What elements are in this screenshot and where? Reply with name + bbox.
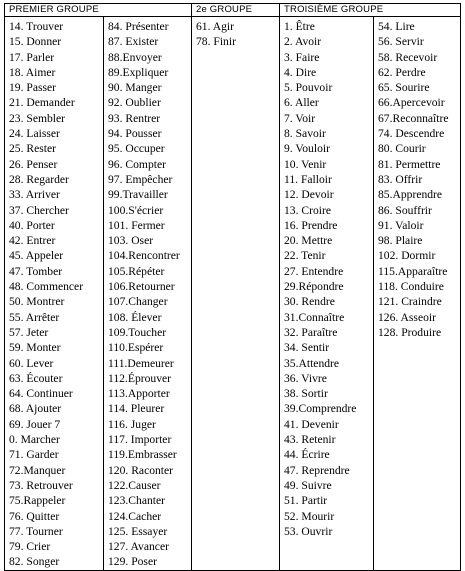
verb-entry: 49. Suivre	[284, 478, 332, 492]
verb-entry: 75.Rappeler	[9, 494, 66, 508]
verb-entry: 17. Parler	[9, 50, 55, 64]
verb-entry: 119.Embrasser	[108, 448, 177, 462]
verb-entry: 78. Finir	[196, 35, 236, 49]
verb-entry: 60. Lever	[9, 356, 54, 370]
verb-entry: 73. Retrouver	[9, 478, 73, 492]
verb-entry: 64. Continuer	[9, 387, 73, 401]
verb-entry: 8. Savoir	[284, 127, 326, 141]
verb-entry: 35.Attendre	[284, 356, 340, 370]
verb-entry: 59. Monter	[9, 341, 61, 355]
verb-entry: 47. Tomber	[9, 264, 63, 278]
verb-entry: 99.Travailler	[108, 188, 168, 202]
verb-entry: 79. Crier	[9, 540, 51, 554]
verb-entry: 33. Arriver	[9, 188, 60, 202]
deuxieme-groupe-header: 2e GROUPE	[192, 4, 280, 17]
verb-entry: 108. Élever	[108, 310, 162, 324]
verb-entry: 120. Raconter	[108, 463, 174, 477]
verb-entry: 102. Dormir	[378, 249, 436, 263]
verb-entry: 24. Laisser	[9, 127, 60, 141]
verb-entry: 22. Tenir	[284, 249, 326, 263]
verb-entry: 63. Écouter	[9, 371, 63, 385]
verb-entry: 105.Répéter	[108, 264, 165, 278]
verb-entry: 5. Pouvoir	[284, 81, 333, 95]
verb-entry: 127. Avancer	[108, 540, 169, 554]
verb-entry: 112.Éprouver	[108, 371, 171, 385]
verb-entry: 62. Perdre	[378, 65, 426, 79]
verb-entry: 94. Pousser	[108, 127, 162, 141]
verb-entry: 29.Répondre	[284, 280, 344, 294]
premier-groupe-header: PREMIER GROUPE	[5, 4, 192, 17]
troisieme-groupe-header: TROISIÈME GROUPE	[280, 4, 461, 17]
verb-entry: 27. Entendre	[284, 264, 344, 278]
verb-entry: 61. Agir	[196, 20, 235, 33]
verb-entry: 81. Permettre	[378, 157, 441, 171]
verb-entry: 93. Rentrer	[108, 111, 161, 125]
verb-entry: 25. Rester	[9, 142, 57, 156]
verb-entry: 26. Penser	[9, 157, 58, 171]
verb-entry: 117. Importer	[108, 433, 172, 447]
verb-entry: 12. Devoir	[284, 188, 334, 202]
verb-entry: 58. Recevoir	[378, 50, 438, 64]
deuxieme-groupe-column	[192, 17, 280, 571]
verb-entry: 47. Reprendre	[284, 463, 350, 477]
verb-entry: 116. Juger	[108, 417, 156, 431]
verb-entry: 77. Tourner	[9, 524, 63, 538]
verb-entry: 129. Poser	[108, 555, 157, 569]
verb-entry: 92. Oublier	[108, 96, 161, 110]
verb-entry: 109.Toucher	[108, 325, 167, 339]
troisieme-groupe-column-1	[280, 17, 374, 571]
verb-entry: 97. Empêcher	[108, 172, 173, 186]
verb-entry: 43. Retenir	[284, 433, 336, 447]
verb-groups-table	[4, 3, 461, 571]
verb-entry: 28. Regarder	[9, 172, 69, 186]
verb-entry: 124.Cacher	[108, 509, 162, 523]
verb-entry: 34. Sentir	[284, 341, 330, 355]
verb-entry: 66.Apercevoir	[378, 96, 445, 110]
premier-groupe-column-1	[5, 17, 104, 571]
verb-entry: 123.Chanter	[108, 494, 165, 508]
premier-groupe-column-2	[104, 17, 192, 571]
verb-entry: 86. Souffrir	[378, 203, 432, 217]
verb-entry: 115.Apparaître	[378, 264, 448, 278]
verb-entry: 111.Demeurer	[108, 356, 174, 370]
verb-entry: 96. Compter	[108, 157, 166, 171]
verb-entry: 9. Vouloir	[284, 142, 330, 156]
verb-entry: 51. Partir	[284, 494, 328, 508]
verb-entry: 38. Sortir	[284, 387, 328, 401]
verb-entry: 69. Jouer 7	[9, 417, 61, 431]
verb-entry: 39.Comprendre	[284, 402, 357, 416]
verb-entry: 103. Oser	[108, 234, 154, 248]
verb-entry: 110.Espérer	[108, 341, 164, 355]
verb-entry: 36. Vivre	[284, 371, 327, 385]
verb-entry: 11. Falloir	[284, 172, 332, 186]
body-row	[5, 17, 461, 571]
verb-entry: 13. Croire	[284, 203, 332, 217]
verb-entry: 55. Arrêter	[9, 310, 60, 324]
verb-entry: 14. Trouver	[9, 20, 64, 33]
verb-entry: 45. Appeler	[9, 249, 64, 263]
verb-entry: 20. Mettre	[284, 234, 333, 248]
verb-entry: 72.Manquer	[9, 463, 66, 477]
verb-entry: 121. Craindre	[378, 295, 442, 309]
verb-entry: 126. Asseoir	[378, 310, 436, 324]
verb-entry: 15. Donner	[9, 35, 62, 49]
verb-entry: 88.Envoyer	[108, 50, 162, 64]
verb-entry: 21. Demander	[9, 96, 75, 110]
verb-entry: 104.Rencontrer	[108, 249, 180, 263]
verb-entry: 53. Ouvrir	[284, 524, 333, 538]
verb-entry: 80. Courir	[378, 142, 426, 156]
verb-entry: 54. Lire	[378, 20, 415, 33]
verb-entry: 16. Prendre	[284, 218, 338, 232]
verb-entry: 113.Apporter	[108, 387, 170, 401]
verb-entry: 114. Pleurer	[108, 402, 165, 416]
verb-entry: 82. Songer	[9, 555, 60, 569]
verb-entry: 50. Montrer	[9, 295, 65, 309]
verb-entry: 83. Offrir	[378, 172, 423, 186]
verb-entry: 107.Changer	[108, 295, 168, 309]
verb-entry: 65. Sourire	[378, 81, 430, 95]
verb-entry: 128. Produire	[378, 325, 442, 339]
verb-entry: 52. Mourir	[284, 509, 335, 523]
verb-entry: 32. Paraître	[284, 325, 338, 339]
verb-entry: 106.Retourner	[108, 280, 175, 294]
verb-entry: 19. Passer	[9, 81, 57, 95]
verb-entry: 42. Entrer	[9, 234, 56, 248]
verb-entry: 95. Occuper	[108, 142, 165, 156]
verb-entry: 85.Apprendre	[378, 188, 443, 202]
verb-entry: 37. Chercher	[9, 203, 69, 217]
verb-entry: 100.S'écrier	[108, 203, 164, 217]
verb-entry: 44. Écrire	[284, 448, 330, 462]
verb-entry: 31.Connaître	[284, 310, 345, 324]
verb-entry: 125. Essayer	[108, 524, 168, 538]
verb-entry: 57. Jeter	[9, 325, 49, 339]
verb-entry: 0. Marcher	[9, 433, 60, 447]
verb-entry: 68. Ajouter	[9, 402, 62, 416]
verb-entry: 23. Sembler	[9, 111, 66, 125]
verb-entry: 87. Exister	[108, 35, 159, 49]
verb-entry: 6. Aller	[284, 96, 319, 110]
verb-entry: 2. Avoir	[284, 35, 322, 49]
verb-entry: 18. Aimer	[9, 65, 56, 79]
verb-entry: 3. Faire	[284, 50, 320, 64]
verb-entry: 10. Venir	[284, 157, 327, 171]
verb-entry: 41. Devenir	[284, 417, 339, 431]
troisieme-groupe-column-2	[374, 17, 461, 571]
verb-entry: 40. Porter	[9, 218, 55, 232]
verb-entry: 56. Servir	[378, 35, 424, 49]
verb-entry: 71. Garder	[9, 448, 59, 462]
verb-entry: 4. Dire	[284, 65, 317, 79]
verb-entry: 7. Voir	[284, 111, 316, 125]
verb-entry: 122.Causer	[108, 478, 161, 492]
verb-entry: 76. Quitter	[9, 509, 60, 523]
header-row	[5, 4, 461, 17]
verb-entry: 74. Descendre	[378, 127, 445, 141]
verb-entry: 98. Plaire	[378, 234, 423, 248]
verb-entry: 118. Conduire	[378, 280, 444, 294]
verb-entry: 30. Rendre	[284, 295, 335, 309]
verb-entry: 91. Valoir	[378, 218, 424, 232]
verb-entry: 89.Expliquer	[108, 65, 169, 79]
verb-entry: 1. Être	[284, 20, 315, 33]
verb-entry: 84. Présenter	[108, 20, 169, 33]
verb-entry: 90. Manger	[108, 81, 162, 95]
verb-entry: 101. Fermer	[108, 218, 165, 232]
verb-entry: 67.Reconnaître	[378, 111, 449, 125]
verb-entry: 48. Commencer	[9, 280, 84, 294]
